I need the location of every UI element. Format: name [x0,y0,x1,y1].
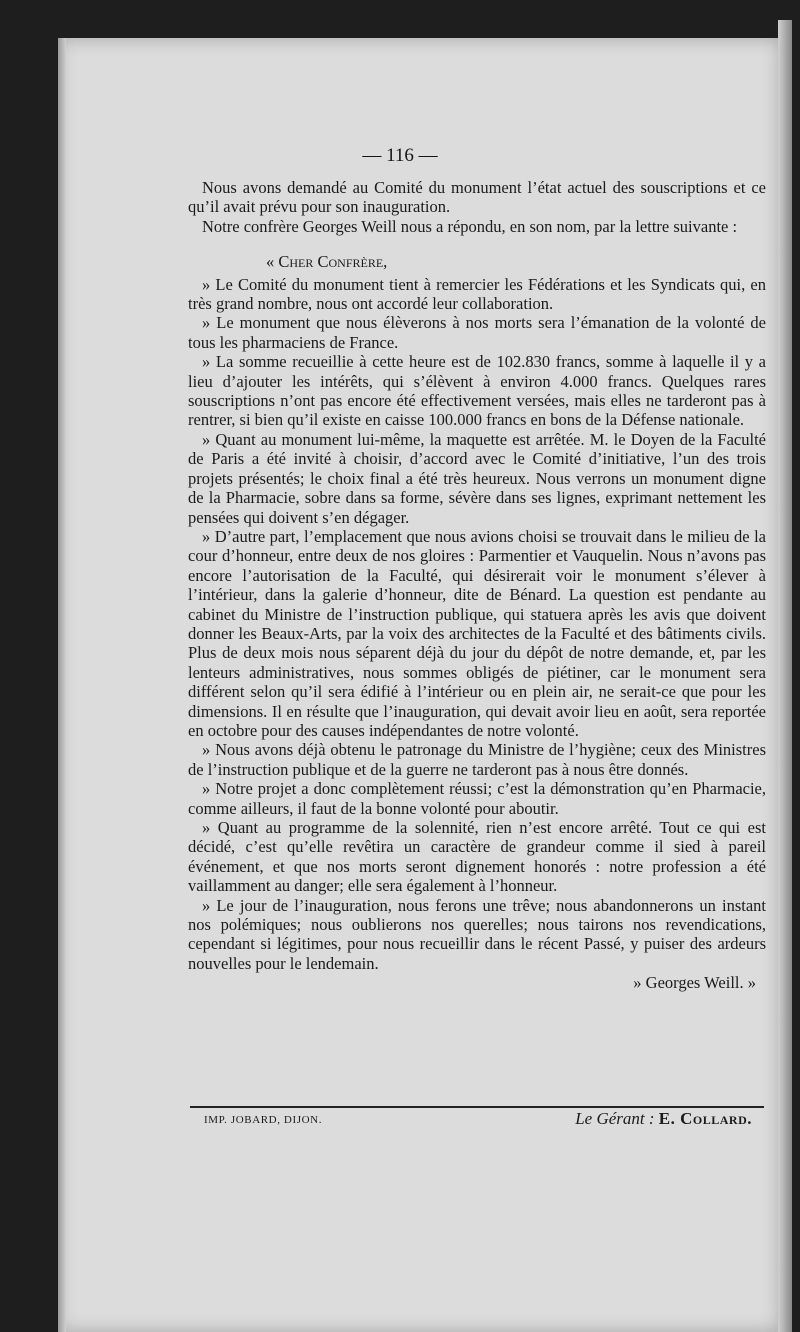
letter-paragraph: » Le Comité du monument tient à remercier les Fédérations et les Syndicats qui, en très grand nombre, nous ont accordé leur collaboration. [188,274,766,314]
intro-paragraph: Nous avons demandé au Comité du monument l’état actuel des souscriptions et ce qu’il avait prévu pour son inauguration. [188,178,766,217]
letter-paragraph: » Le monument que nous élèverons à nos morts sera l’émanation de la volonté de tous les pharmaciens de France. [188,313,766,352]
letter-salutation: « Cher Confrère, [266,252,388,272]
letter-paragraph: » Quant au programme de la solennité, rien n’est encore arrêté. Tout ce qui est décidé, c’est qu’elle revêtira un caractère de grandeur comme il sied à pareil événement, et que nos morts seront dignement honorés : notre profession a été vaillamment au danger; elle sera également à l’honneur. [188,818,766,896]
letter-paragraph: » Quant au monument lui-même, la maquette est arrêtée. M. le Doyen de la Faculté de Paris a été invité à choisir, d’accord avec le Comité d’initiative, l’un des trois projets présentés; le choix final a été très heureux. Nous verrons un monument digne de la Pharmacie, sobre dans sa forme, sévère dans ses lignes, exprimant nettement les pensées qui doivent s’en dégager. [188,429,766,527]
manager-credit [575,1109,752,1129]
letter-signature: » Georges Weill. » [633,973,756,993]
footer-rule [190,1106,764,1108]
letter-paragraph: » Nous avons déjà obtenu le patronage du Ministre de l’hygiène; ceux des Ministres de l’instruction publique et de la guerre ne tarderont pas à nous être donnés. [188,740,766,779]
letter-paragraph: » La somme recueillie à cette heure est de 102.830 francs, somme à laquelle il y a lieu d’ajouter les intérêts, qui s’élèvent à environ 4.000 francs. Quelques rares souscriptions n’ont pas encore été effectivement versées, mais elles ne tarderont pas à rentrer, si bien qu’il existe en caisse 100.000 francs en bons de la Défense nationale. [188,352,766,430]
page-binding-shadow [58,38,66,1332]
printer-credit: IMP. JOBARD, DIJON. [204,1114,323,1126]
page-number: — 116 — [362,145,438,166]
letter-paragraph: » Le jour de l’inauguration, nous ferons une trêve; nous abandonnerons un instant nos polémiques; nous oublierons nos querelles; nous tairons nos revendications, cependant si légitimes, pour nous recueillir dans le récent Passé, y puiser des ardeurs nouvelles pour le lendemain. [188,895,766,973]
manager-role: Le Gérant : [575,1109,655,1128]
manager-name: E. Collard. [658,1109,752,1128]
letter-paragraph: » Notre projet a donc complètement réussi; c’est la démonstration qu’en Pharmacie, comme ailleurs, il faut de la bonne volonté pour aboutir. [188,779,766,818]
letter-paragraph: » D’autre part, l’emplacement que nous avions choisi se trouvait dans le milieu de la cour d’honneur, entre deux de nos gloires : Parmentier et Vauquelin. Nous n’avons pas encore l’autorisation de la Faculté, qui désirerait voir le monument s’élever à l’intérieur, dans la galerie d’honneur, dite de Bénard. La question est pendante au cabinet du Ministre de l’instruction publique, qui statuera après les avis que doivent donner les Beaux-Arts, par la voix des architectes de la Faculté et des bâtiments civils. Plus de deux mois nous séparent déjà du jour du dépôt de notre demande, et, par les lenteurs administratives, nous sommes obligés de piétiner, car le monument sera différent selon qu’il sera édifié à l’intérieur ou en plein air, ne serait-ce que pour les dimensions. Il en résulte que l’inauguration, qui devait avoir lieu en août, sera reportée en octobre pour des causes indépendantes de notre volonté. [188,526,766,740]
intro-paragraph: Notre confrère Georges Weill nous a répondu, en son nom, par la lettre suivante : [202,216,738,236]
page-right-edge [778,20,792,1332]
article-body [188,178,766,993]
